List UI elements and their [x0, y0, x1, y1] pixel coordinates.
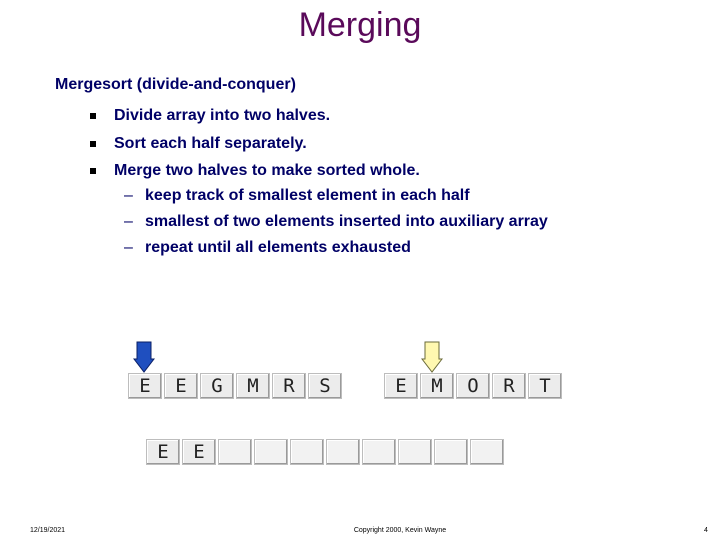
right-half-array [384, 373, 564, 399]
auxiliary-array [146, 439, 506, 465]
array-cell: E [384, 373, 418, 399]
bullet-text: Sort each half separately. [114, 135, 307, 152]
array-cell: M [420, 373, 454, 399]
bullet-text: Divide array into two halves. [114, 107, 331, 124]
array-cell: S [308, 373, 342, 399]
slide-title: Merging [298, 6, 422, 44]
footer-copyright: Copyright 2000, Kevin Wayne [353, 527, 447, 534]
array-cell: R [272, 373, 306, 399]
sub-bullet-text: repeat until all elements exhausted [145, 239, 411, 256]
array-cell: E [164, 373, 198, 399]
dash-icon: – [124, 187, 133, 204]
array-cell: T [528, 373, 562, 399]
array-cell [254, 439, 288, 465]
dash-icon: – [124, 239, 133, 256]
array-cell: E [128, 373, 162, 399]
array-cell: G [200, 373, 234, 399]
square-bullet-icon [90, 168, 96, 174]
array-cell [218, 439, 252, 465]
square-bullet-icon [90, 141, 96, 147]
array-cell: R [492, 373, 526, 399]
left-pointer-arrow-icon [133, 341, 155, 373]
sub-bullet-text: keep track of smallest element in each half [145, 187, 470, 204]
footer-date: 12/19/2021 [30, 527, 66, 534]
array-cell: O [456, 373, 490, 399]
array-cell: M [236, 373, 270, 399]
right-pointer-arrow-icon [421, 341, 443, 373]
footer-page-number: 4 [704, 527, 708, 534]
array-cell [398, 439, 432, 465]
array-cell [290, 439, 324, 465]
square-bullet-icon [90, 113, 96, 119]
array-cell [470, 439, 504, 465]
array-cell [434, 439, 468, 465]
array-cell [326, 439, 360, 465]
sub-bullet-text: smallest of two elements inserted into auxiliary array [145, 213, 548, 230]
left-half-array [128, 373, 344, 399]
bullet-text: Merge two halves to make sorted whole. [114, 162, 420, 179]
heading: Mergesort (divide-and-conquer) [55, 76, 296, 93]
array-cell: E [182, 439, 216, 465]
array-cell [362, 439, 396, 465]
dash-icon: – [124, 213, 133, 230]
array-cell: E [146, 439, 180, 465]
